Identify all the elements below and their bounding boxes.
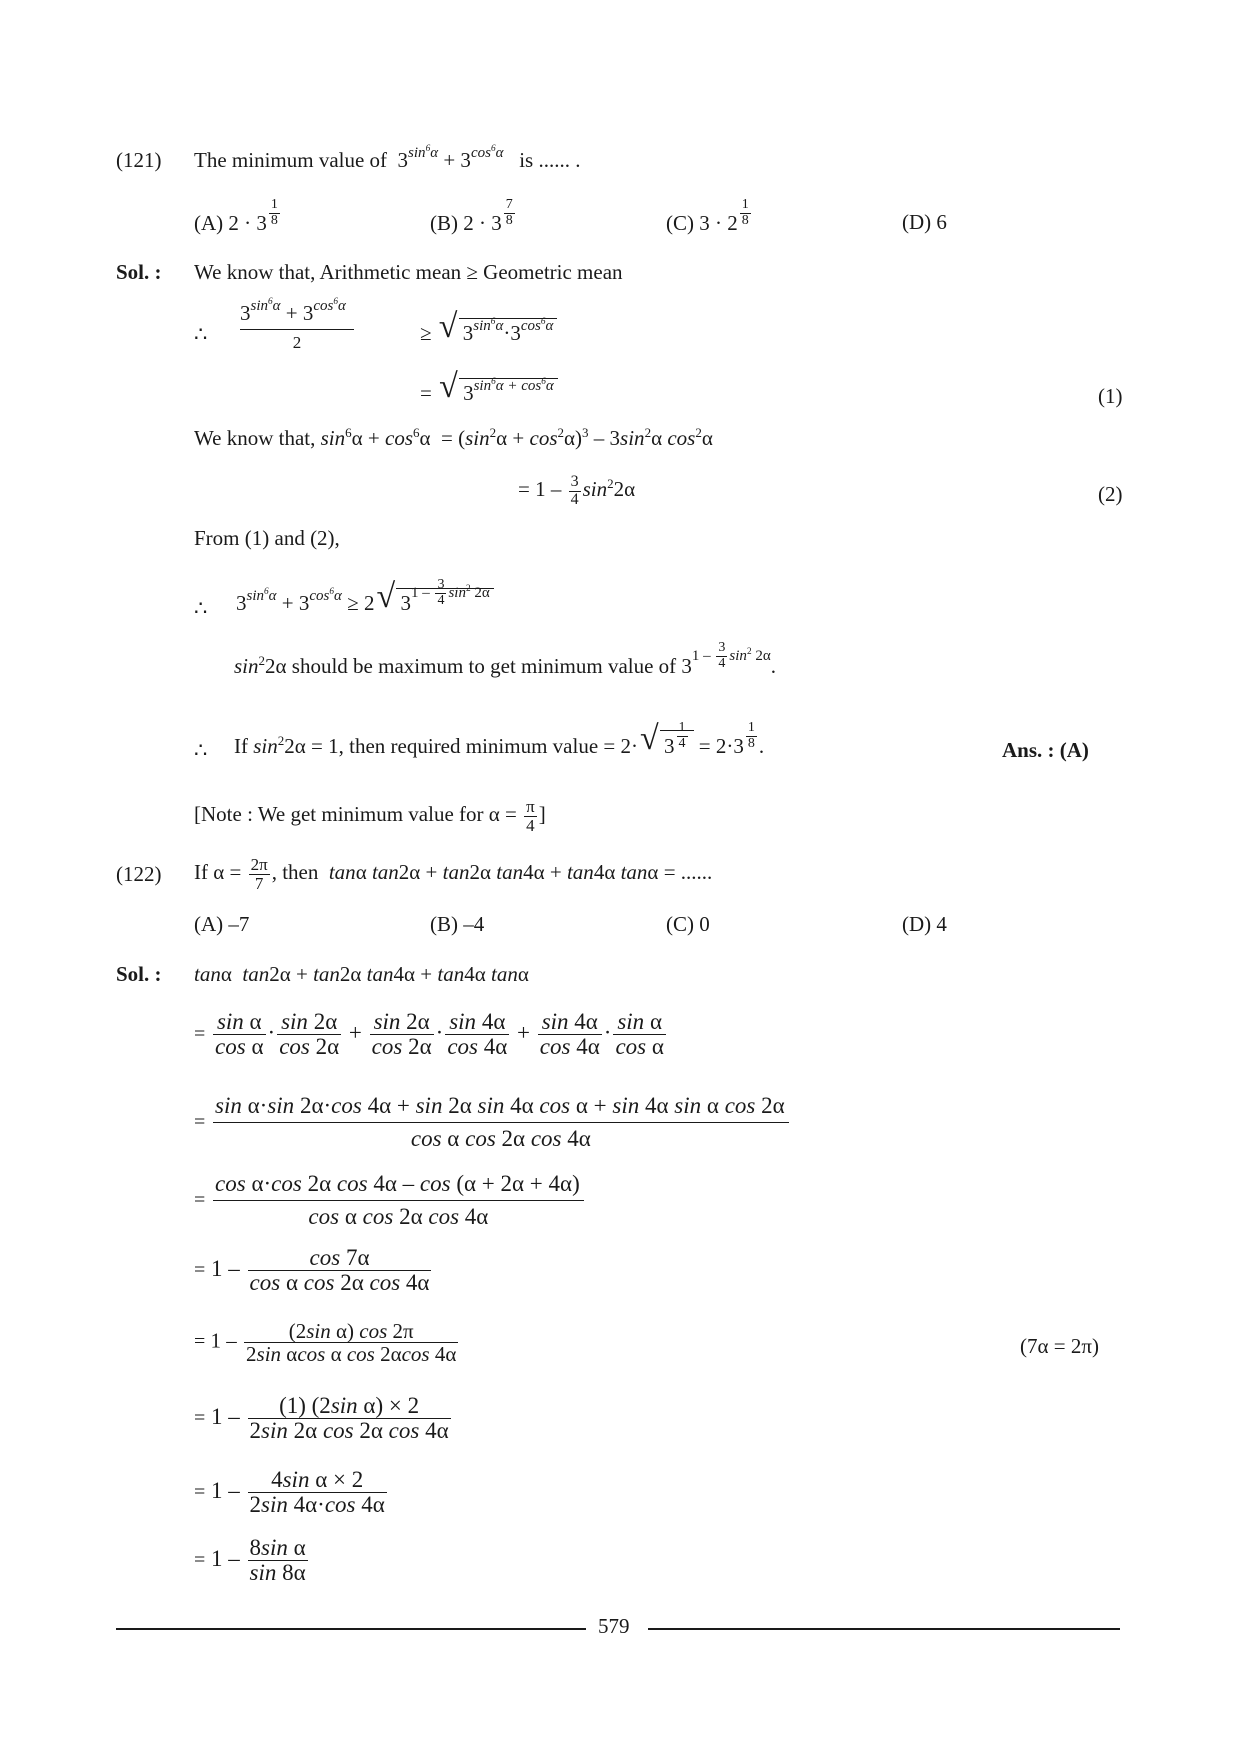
step-1: = $\frac{\text{sin α}}{\text{cos α}}$ · $\frac{\sin 2\alpha}{\cos 2\alpha}$ + $\frac{\sin 2\alpha}{\cos 2\alpha}$ · $\frac{\sin 4\alpha}{\cos 4\alpha}$ + $\frac{\sin 4\alpha}{\cos 4\alpha}$ · $\frac{\text{sin α}}{\text{cos α}}$ [194,1009,664,1060]
am-fraction: $\frac{3^{sin^6\alpha} + 3^{cos^6\alpha}}{2}$ [238,302,356,352]
identity-line: We know that, $\sin^6\alpha + \cos^6\alpha = (\sin^2\alpha + \cos^2\alpha)^3 - 3\sin^2\alpha$ $\cos^2\alpha$ [194,425,713,450]
q122-option-d: (D) 4 [902,912,947,936]
q122-option-b: (B) –4 [430,912,485,936]
q121-stem-lead: The minimum value of [194,148,388,172]
q122-number: (122) [116,862,162,886]
max-line-tail: should be maximum to get minimum value of [291,654,677,678]
q122-stem: If α = $\frac{2\pi}{7}$ , then tanα tan2α + tan2α tan4α + tan4α tanα = ...... [194,855,713,893]
therefore-symbol-1: ∴ [194,322,208,346]
therefore-symbol-2: ∴ [194,596,208,620]
q121-option-a: (A) 2 · 3 $\frac{1}{8}$ [194,197,278,235]
am-gm-rhs-2: = √ $3^{sin^6\alpha + cos^6\alpha}$ [420,378,558,406]
q121-stem-tail: is ...... . [519,148,581,172]
step-7: = 1 – $\frac{\text{4sin α × 2}}{2\sin 4\alpha\cdot\cos 4\alpha}$ [194,1467,385,1518]
sol121-line1: We know that, Arithmetic mean ≥ Geometric mean [194,260,623,284]
eq-tag-1: (1) [1098,384,1123,408]
q121-option-c: (C) 3 · 2 $\frac{1}{8}$ [666,197,749,235]
footer-rule-left [116,1628,586,1630]
answer-121: Ans. : (A) [1002,738,1089,762]
q121-option-b: (B) 2 · 3 $\frac{7}{8}$ [430,197,513,235]
therefore-symbol-3: ∴ [194,738,208,762]
identity-result: = 1 – $\frac{3}{4}$ $\sin^22\alpha$ [518,473,636,508]
q121-stem: The minimum value of $3^{sin^6\alpha} + 3^{cos^6\alpha}$ is ...... . [194,144,581,172]
sol122-expr: tanα tan2α + tan2α tan4α + tan4α tanα [194,962,529,986]
step-6: = 1 – $\frac{\text{(1) (2sin α) × 2}}{\text{2sin 2α cos 2α cos 4α}}$ [194,1393,449,1444]
q121-number: (121) [116,148,162,172]
step-3: = $\frac{\text{cos α·cos 2α cos 4α – cos (α + 2α + 4α)}}{\text{cos α cos 2α cos 4α}}$ [194,1172,586,1229]
eq-tag-2: (2) [1098,482,1123,506]
max-line: $\sin^22\alpha$ should be maximum to get minimum value of $3^{1 - \frac{3}{4} sin^2 2\alpha}$. [234,640,776,678]
inequality-result: $3^{sin^6\alpha} + 3^{cos^6\alpha} \ge 2$ √ $3^{1 - \frac{3}{4} sin^2 2\alpha}$ [236,588,494,622]
q122-option-a: (A) –7 [194,912,250,936]
q122-option-c: (C) 0 [666,912,710,936]
step-8: = 1 – $\frac{\text{8sin α}}{\sin 8\alpha}$ [194,1535,306,1586]
from-line: From (1) and (2), [194,526,340,550]
page-number: 579 [598,1614,630,1638]
step-2: = sin α·sin 2α·cos 4α + sin 2α sin 4α cos α + sin 4α sin α cos 2α cos α cos 2α cos 4α [194,1094,791,1151]
q121-option-d: (D) 6 [902,210,947,234]
min-value-line: If $\sin^22\alpha = 1$, then required minimum value = 2· √ 3 $\frac{1}{4}$ = 2·3 $\frac{1}{8}$ . [234,730,764,763]
identity-lead: We know that, [194,426,316,450]
step-4: = 1 – $\frac{\cos 7\alpha}{\text{cos α cos 2α cos 4α}}$ [194,1245,430,1296]
sol122-label: Sol. : [116,962,162,986]
footer-rule-right [648,1628,1120,1630]
note-line: [Note : We get minimum value for α = $\frac{\pi}{4}$ ] [194,797,546,835]
am-gm-rhs-1: ≥ √ $3^{sin^6\alpha}\cdot 3^{cos^6\alpha}$ [420,318,557,346]
sol121-label: Sol. : [116,260,162,284]
condition-7a-2pi: (7α = 2π) [1020,1334,1099,1358]
step-5: = 1 – $\frac{\text{(2sin α) cos 2π}}{\text{2sin αcos α cos 2αcos 4α}}$ [194,1319,457,1367]
